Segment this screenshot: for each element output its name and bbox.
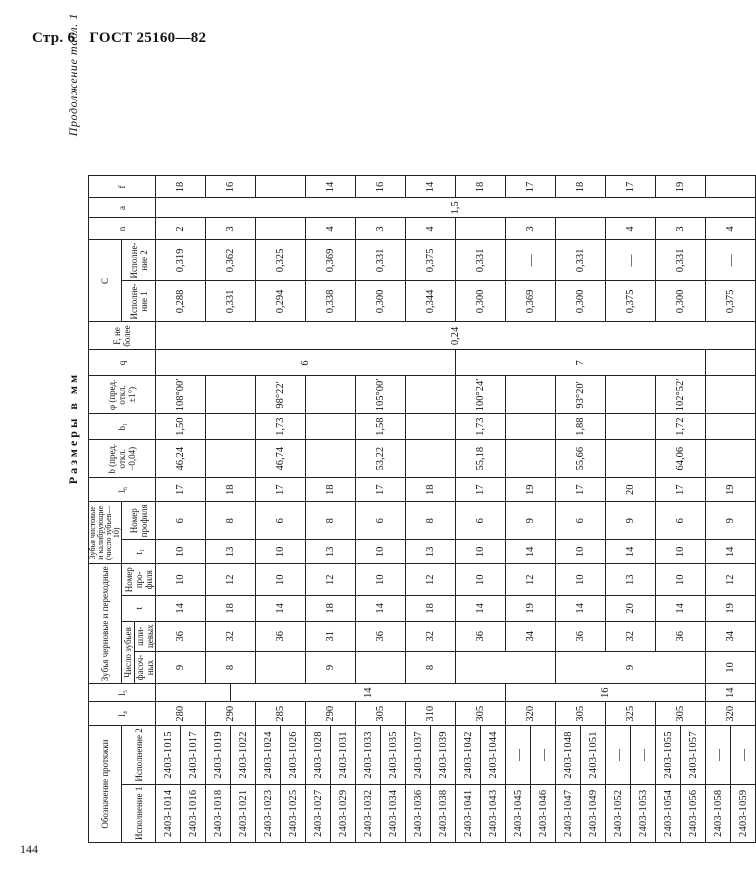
c-execution-1-cell: 0,300	[356, 281, 406, 322]
c-execution-1-cell: 0,300	[556, 281, 606, 322]
designation-1-cell: 2403-1045	[506, 784, 531, 842]
pitch-t1-cell: 10	[456, 540, 506, 564]
designation-2-cell: 2403-1024	[256, 726, 281, 784]
c-execution-2-cell: —	[706, 240, 756, 281]
phi-angle-cell	[706, 376, 756, 414]
l5-header: l₅	[89, 684, 156, 702]
b-value-cell: 55,18	[456, 440, 506, 478]
designation-1-cell: 2403-1029	[331, 784, 356, 842]
designation-2-cell: 2403-1042	[456, 726, 481, 784]
l4-cell: 305	[656, 702, 706, 726]
pitch-t1-cell: 13	[206, 540, 256, 564]
b1-value-cell	[306, 414, 356, 440]
spline-teeth-cell: 36	[456, 621, 506, 651]
pitch-t-cell: 14	[156, 596, 206, 621]
pitch-t-cell: 14	[656, 596, 706, 621]
f-value-cell: 14	[306, 176, 356, 198]
finish-profile-cell: 6	[256, 502, 306, 540]
pitch-t-cell: 19	[506, 596, 556, 621]
chamfer-teeth-cell: 10	[706, 651, 756, 683]
c-execution-1-cell: 0,375	[706, 281, 756, 322]
designation-1-cell: 2403-1041	[456, 784, 481, 842]
l6-cell: 17	[656, 478, 706, 502]
spline-teeth-cell: 32	[406, 621, 456, 651]
c-execution-2-cell: 0,331	[656, 240, 706, 281]
f-value-cell: 19	[656, 176, 706, 198]
designation-1-header: Исполнение 1	[122, 784, 156, 842]
c-execution-2-cell: 0,362	[206, 240, 256, 281]
b1-value-cell: 1,72	[656, 414, 706, 440]
phi-angle-cell: 108°00′	[156, 376, 206, 414]
designation-1-cell: 2403-1047	[556, 784, 581, 842]
pitch-t1-cell: 10	[256, 540, 306, 564]
b1-header: b₁	[89, 414, 156, 440]
l6-cell: 18	[206, 478, 256, 502]
c-execution-1-cell: 0,338	[306, 281, 356, 322]
chamfer-teeth-cell: 8	[206, 651, 256, 683]
f-value-cell	[256, 176, 306, 198]
l6-cell: 17	[456, 478, 506, 502]
finish-profile-cell: 9	[706, 502, 756, 540]
chamfer-teeth-header: фасоч-ных	[135, 651, 156, 683]
f-max-header: F, не более	[89, 322, 156, 350]
f-value-cell: 16	[356, 176, 406, 198]
f-max-value-cell: 0,24	[156, 322, 756, 350]
pitch-t-cell: 19	[706, 596, 756, 621]
finish-profile-header: Номер профиля	[122, 502, 156, 540]
phi-header: φ (пред. откл. ±1°)	[89, 376, 156, 414]
f-value-cell: 17	[506, 176, 556, 198]
designation-1-cell: 2403-1046	[531, 784, 556, 842]
designation-2-cell: 2403-1037	[406, 726, 431, 784]
designation-2-cell: —	[731, 726, 756, 784]
spline-teeth-cell: 36	[156, 621, 206, 651]
pitch-t-cell: 14	[256, 596, 306, 621]
designation-2-cell: 2403-1028	[306, 726, 331, 784]
table-caption: Размеры в мм	[66, 371, 80, 485]
continuation-note: Продолжение табл. 1	[66, 13, 80, 137]
c-execution-1-cell: 0,300	[656, 281, 706, 322]
finish-profile-cell: 9	[606, 502, 656, 540]
f-value-cell: 14	[406, 176, 456, 198]
pitch-t1-cell: 10	[356, 540, 406, 564]
n-value-cell: 3	[656, 218, 706, 240]
b1-value-cell	[506, 414, 556, 440]
profile-number-cell: 10	[256, 564, 306, 596]
chamfer-teeth-cell	[456, 651, 556, 683]
designation-1-cell: 2403-1023	[256, 784, 281, 842]
designation-2-cell: 2403-1022	[231, 726, 256, 784]
c-execution-2-cell: 0,375	[406, 240, 456, 281]
designation-2-cell: —	[631, 726, 656, 784]
profile-number-cell: 10	[556, 564, 606, 596]
l6-cell: 18	[306, 478, 356, 502]
c-execution-2-cell: —	[606, 240, 656, 281]
pitch-t-cell: 18	[306, 596, 356, 621]
table-row	[656, 176, 681, 843]
q-value-cell	[706, 350, 756, 376]
designation-1-cell: 2403-1018	[206, 784, 231, 842]
n-value-cell: 3	[356, 218, 406, 240]
b-header: b (пред. откл. −0,04)	[89, 440, 156, 478]
pitch-t-cell: 14	[456, 596, 506, 621]
finish-profile-cell: 6	[456, 502, 506, 540]
finish-profile-cell: 8	[406, 502, 456, 540]
designation-1-cell: 2403-1052	[606, 784, 631, 842]
l6-header: l₆	[89, 478, 156, 502]
l4-cell: 305	[356, 702, 406, 726]
l4-cell: 285	[256, 702, 306, 726]
c-execution-2-header: Исполне-ние 2	[122, 240, 156, 281]
b-value-cell: 55,66	[556, 440, 606, 478]
profile-number-cell: 12	[406, 564, 456, 596]
table-row	[206, 176, 231, 843]
l4-cell: 290	[306, 702, 356, 726]
c-execution-1-cell: 0,294	[256, 281, 306, 322]
l5-cell: 14	[706, 684, 756, 702]
c-execution-2-cell: 0,331	[556, 240, 606, 281]
b1-value-cell: 1,73	[456, 414, 506, 440]
spline-teeth-cell: 32	[206, 621, 256, 651]
b-value-cell: 53,22	[356, 440, 406, 478]
l5-cell: 16	[506, 684, 706, 702]
table-row	[306, 176, 331, 843]
dimensions-table	[88, 175, 756, 843]
l6-cell: 17	[556, 478, 606, 502]
chamfer-teeth-cell: 8	[406, 651, 456, 683]
designation-2-cell: 2403-1017	[181, 726, 206, 784]
pitch-t1-cell: 10	[556, 540, 606, 564]
profile-number-cell: 10	[656, 564, 706, 596]
l6-cell: 19	[706, 478, 756, 502]
designation-2-cell: —	[606, 726, 631, 784]
spline-teeth-cell: 36	[356, 621, 406, 651]
c-execution-1-cell: 0,344	[406, 281, 456, 322]
spline-teeth-cell: 32	[606, 621, 656, 651]
profile-number-cell: 12	[206, 564, 256, 596]
chamfer-teeth-cell: 9	[306, 651, 356, 683]
spline-teeth-cell: 34	[706, 621, 756, 651]
phi-angle-cell	[306, 376, 356, 414]
n-value-cell	[556, 218, 606, 240]
page-label: Стр. 6	[32, 30, 76, 46]
designation-2-cell: 2403-1055	[656, 726, 681, 784]
b1-value-cell	[606, 414, 656, 440]
f-header: f	[89, 176, 156, 198]
l4-cell: 280	[156, 702, 206, 726]
phi-angle-cell	[606, 376, 656, 414]
t1-header: t₁	[122, 540, 156, 564]
chamfer-teeth-cell	[356, 651, 406, 683]
profile-number-header: Номер про-филя	[122, 564, 156, 596]
c-execution-2-cell: 0,331	[356, 240, 406, 281]
c-execution-1-header: Исполне-ние 1	[122, 281, 156, 322]
l6-cell: 18	[406, 478, 456, 502]
designation-1-cell: 2403-1032	[356, 784, 381, 842]
c-execution-2-cell: —	[506, 240, 556, 281]
l4-cell: 305	[456, 702, 506, 726]
phi-angle-cell: 102°52′	[656, 376, 706, 414]
phi-angle-cell	[406, 376, 456, 414]
n-value-cell: 4	[406, 218, 456, 240]
table-row	[356, 176, 381, 843]
table-row	[406, 176, 431, 843]
finish-profile-cell: 8	[306, 502, 356, 540]
designation-1-cell: 2403-1016	[181, 784, 206, 842]
l6-cell: 17	[356, 478, 406, 502]
designation-2-cell: 2403-1019	[206, 726, 231, 784]
finish-profile-cell: 9	[506, 502, 556, 540]
designation-2-cell: 2403-1048	[556, 726, 581, 784]
c-execution-1-cell: 0,288	[156, 281, 206, 322]
n-header: n	[89, 218, 156, 240]
spline-teeth-cell: 36	[656, 621, 706, 651]
n-value-cell: 3	[206, 218, 256, 240]
designation-1-cell: 2403-1058	[706, 784, 731, 842]
b1-value-cell	[406, 414, 456, 440]
b-value-cell	[506, 440, 556, 478]
designation-2-cell: 2403-1057	[681, 726, 706, 784]
l6-cell: 20	[606, 478, 656, 502]
designation-1-cell: 2403-1054	[656, 784, 681, 842]
designation-1-cell: 2403-1034	[381, 784, 406, 842]
pitch-t-cell: 14	[556, 596, 606, 621]
pitch-t1-cell: 13	[406, 540, 456, 564]
l4-header: l₄	[89, 702, 156, 726]
profile-number-cell: 10	[456, 564, 506, 596]
n-value-cell	[256, 218, 306, 240]
profile-number-cell: 12	[306, 564, 356, 596]
profile-number-cell: 10	[156, 564, 206, 596]
pitch-t-cell: 20	[606, 596, 656, 621]
designation-group-header: Обозначение протяжки	[89, 726, 122, 843]
pitch-t1-cell: 10	[156, 540, 206, 564]
b1-value-cell: 1,88	[556, 414, 606, 440]
c-execution-1-cell: 0,300	[456, 281, 506, 322]
c-group-header: C	[89, 240, 122, 322]
c-execution-2-cell: 0,369	[306, 240, 356, 281]
table-row	[606, 176, 631, 843]
designation-2-cell: 2403-1033	[356, 726, 381, 784]
l6-cell: 17	[256, 478, 306, 502]
n-value-cell: 2	[156, 218, 206, 240]
b1-value-cell	[206, 414, 256, 440]
l5-cell: 14	[231, 684, 506, 702]
f-value-cell: 18	[156, 176, 206, 198]
rough-teeth-group-header: Зубья черновые и переходные	[89, 564, 122, 684]
pitch-t1-cell: 14	[506, 540, 556, 564]
chamfer-teeth-cell: 9	[556, 651, 706, 683]
pitch-t-cell: 14	[356, 596, 406, 621]
phi-angle-cell: 93°20′	[556, 376, 606, 414]
table-row	[456, 176, 481, 843]
designation-2-header: Исполнение 2	[122, 726, 156, 784]
finish-profile-cell: 8	[206, 502, 256, 540]
designation-1-cell: 2403-1053	[631, 784, 656, 842]
designation-2-cell: —	[506, 726, 531, 784]
phi-angle-cell: 105°00′	[356, 376, 406, 414]
c-execution-2-cell: 0,331	[456, 240, 506, 281]
a-header: a	[89, 198, 156, 218]
designation-2-cell: 2403-1044	[481, 726, 506, 784]
b-value-cell	[606, 440, 656, 478]
profile-number-cell: 13	[606, 564, 656, 596]
n-value-cell: 4	[706, 218, 756, 240]
table-row	[556, 176, 581, 843]
designation-1-cell: 2403-1025	[281, 784, 306, 842]
standard-code: ГОСТ 25160—82	[89, 30, 207, 46]
table-row	[506, 176, 531, 843]
profile-number-cell: 10	[356, 564, 406, 596]
pitch-t1-cell: 14	[706, 540, 756, 564]
a-value-cell: 1,5	[156, 198, 756, 218]
b-value-cell: 46,24	[156, 440, 206, 478]
table-row	[156, 176, 181, 843]
finish-profile-cell: 6	[156, 502, 206, 540]
l4-cell: 320	[506, 702, 556, 726]
table-body	[156, 176, 756, 843]
designation-2-cell: —	[706, 726, 731, 784]
phi-angle-cell: 100°24′	[456, 376, 506, 414]
b1-value-cell: 1,58	[356, 414, 406, 440]
table-row	[256, 176, 281, 843]
designation-1-cell: 2403-1021	[231, 784, 256, 842]
designation-1-cell: 2403-1056	[681, 784, 706, 842]
phi-angle-cell	[206, 376, 256, 414]
spline-teeth-cell: 31	[306, 621, 356, 651]
spline-teeth-header: шли-цевых	[135, 621, 156, 651]
c-execution-1-cell: 0,369	[506, 281, 556, 322]
q-value-cell: 7	[456, 350, 706, 376]
chamfer-teeth-cell: 9	[156, 651, 206, 683]
spline-teeth-cell: 34	[506, 621, 556, 651]
finish-profile-cell: 6	[556, 502, 606, 540]
l6-cell: 17	[156, 478, 206, 502]
b-value-cell: 46,74	[256, 440, 306, 478]
l4-cell: 310	[406, 702, 456, 726]
designation-2-cell: —	[531, 726, 556, 784]
q-value-cell: 6	[156, 350, 456, 376]
b-value-cell: 64,06	[656, 440, 706, 478]
b1-value-cell	[706, 414, 756, 440]
designation-2-cell: 2403-1051	[581, 726, 606, 784]
pitch-t-cell: 18	[406, 596, 456, 621]
l5-cell	[156, 684, 231, 702]
designation-2-cell: 2403-1026	[281, 726, 306, 784]
profile-number-cell: 12	[706, 564, 756, 596]
designation-2-cell: 2403-1039	[431, 726, 456, 784]
f-value-cell: 16	[206, 176, 256, 198]
designation-1-cell: 2403-1027	[306, 784, 331, 842]
designation-1-cell: 2403-1049	[581, 784, 606, 842]
l6-cell: 19	[506, 478, 556, 502]
teeth-count-header: Число зубьев	[122, 621, 135, 684]
page-number: 144	[20, 842, 38, 856]
designation-2-cell: 2403-1015	[156, 726, 181, 784]
chamfer-teeth-cell	[256, 651, 306, 683]
pitch-t1-cell: 14	[606, 540, 656, 564]
b-value-cell	[306, 440, 356, 478]
pitch-t1-cell: 10	[656, 540, 706, 564]
finish-profile-cell: 6	[656, 502, 706, 540]
spline-teeth-cell: 36	[256, 621, 306, 651]
phi-angle-cell	[506, 376, 556, 414]
t-header: t	[122, 596, 156, 621]
l4-cell: 290	[206, 702, 256, 726]
b1-value-cell: 1,50	[156, 414, 206, 440]
n-value-cell	[456, 218, 506, 240]
b-value-cell	[706, 440, 756, 478]
q-header: q	[89, 350, 156, 376]
spline-teeth-cell: 36	[556, 621, 606, 651]
b1-value-cell: 1,73	[256, 414, 306, 440]
designation-2-cell: 2403-1031	[331, 726, 356, 784]
pitch-t-cell: 18	[206, 596, 256, 621]
designation-2-cell: 2403-1035	[381, 726, 406, 784]
pitch-t1-cell: 13	[306, 540, 356, 564]
c-execution-2-cell: 0,325	[256, 240, 306, 281]
b-value-cell	[406, 440, 456, 478]
b-value-cell	[206, 440, 256, 478]
c-execution-1-cell: 0,375	[606, 281, 656, 322]
designation-1-cell: 2403-1043	[481, 784, 506, 842]
finish-teeth-group-header: Зубья чистовые и калибрующие (число зубьев—10)	[89, 502, 122, 564]
finish-profile-cell: 6	[356, 502, 406, 540]
f-value-cell: 17	[606, 176, 656, 198]
l4-cell: 325	[606, 702, 656, 726]
n-value-cell: 3	[506, 218, 556, 240]
designation-1-cell: 2403-1059	[731, 784, 756, 842]
n-value-cell: 4	[306, 218, 356, 240]
designation-1-cell: 2403-1036	[406, 784, 431, 842]
l4-cell: 320	[706, 702, 756, 726]
phi-angle-cell: 98°22′	[256, 376, 306, 414]
c-execution-2-cell: 0,319	[156, 240, 206, 281]
n-value-cell: 4	[606, 218, 656, 240]
designation-1-cell: 2403-1014	[156, 784, 181, 842]
c-execution-1-cell: 0,331	[206, 281, 256, 322]
f-value-cell: 18	[556, 176, 606, 198]
f-value-cell	[706, 176, 756, 198]
table-row	[706, 176, 731, 843]
profile-number-cell: 12	[506, 564, 556, 596]
l4-cell: 305	[556, 702, 606, 726]
designation-1-cell: 2403-1038	[431, 784, 456, 842]
f-value-cell: 18	[456, 176, 506, 198]
rotated-frame	[60, 13, 750, 843]
